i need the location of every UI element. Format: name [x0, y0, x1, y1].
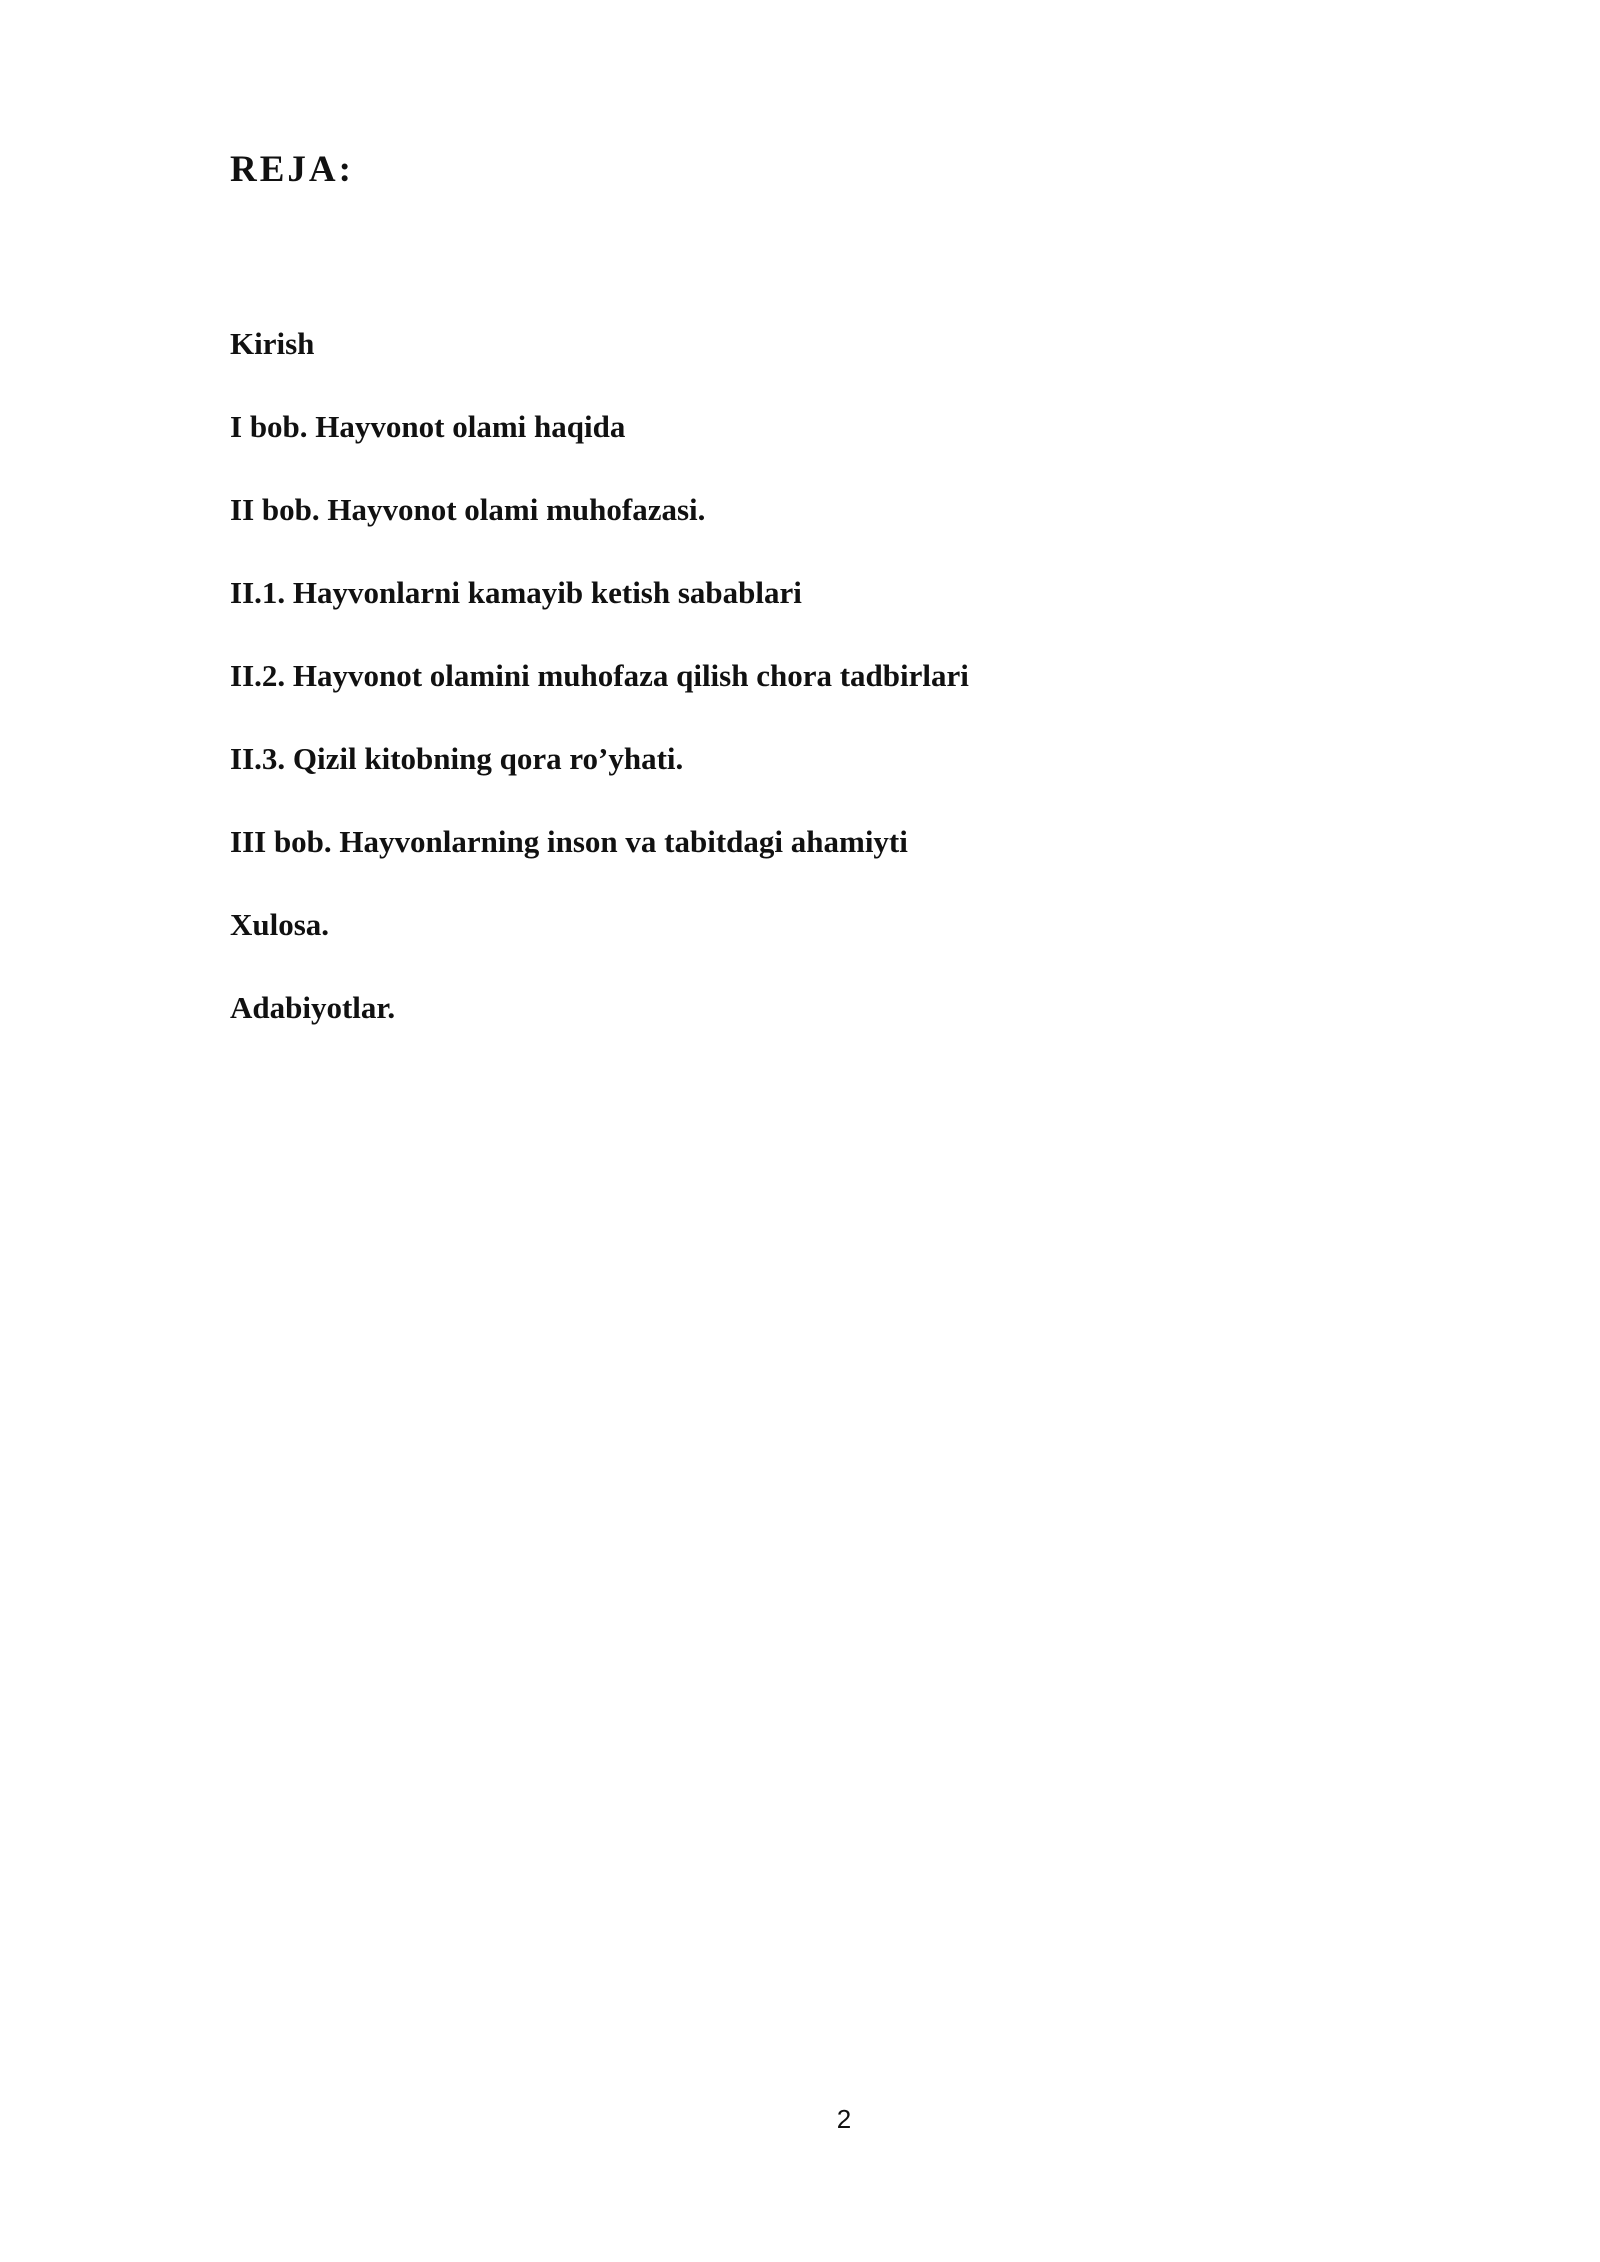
toc-item-introduction: Kirish	[230, 326, 315, 361]
toc-item-section-2-2: II.2. Hayvonot olamini muhofaza qilish chora tadbirlari	[230, 658, 969, 693]
page-title: REJA:	[230, 149, 354, 190]
page-number: 2	[836, 2104, 852, 2134]
toc-item-section-2-1: II.1. Hayvonlarni kamayib ketish sabablari	[230, 575, 802, 610]
toc-item-references: Adabiyotlar.	[230, 990, 396, 1025]
toc-item-conclusion: Xulosa.	[230, 907, 330, 942]
toc-item-chapter-2: II bob. Hayvonot olami muhofazasi.	[230, 492, 706, 527]
toc-item-chapter-1: I bob. Hayvonot olami haqida	[230, 409, 626, 444]
toc-item-chapter-3: III bob. Hayvonlarning inson va tabitdagi ahamiyti	[230, 824, 908, 859]
table-of-contents	[230, 326, 969, 1073]
toc-item-section-2-3: II.3. Qizil kitobning qora ro’yhati.	[230, 741, 684, 776]
